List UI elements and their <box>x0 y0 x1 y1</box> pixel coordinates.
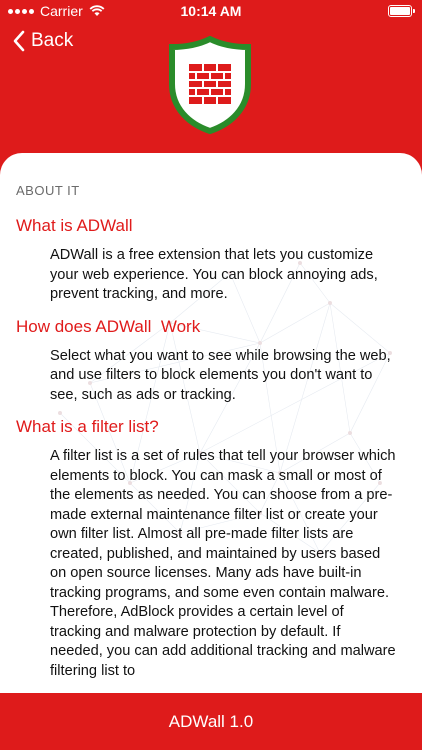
status-time: 10:14 AM <box>180 3 242 19</box>
faq-question-2: How does ADWall Work <box>16 316 201 336</box>
footer-version: ADWall 1.0 <box>168 711 254 731</box>
firewall-shield-icon <box>167 36 253 134</box>
battery-icon <box>388 5 412 17</box>
faq-question-3: What is a filter list? <box>16 417 159 436</box>
status-bar <box>0 0 422 24</box>
chevron-left-icon <box>12 30 25 52</box>
carrier-label: Carrier <box>40 3 83 19</box>
back-label: Back <box>31 30 74 51</box>
faq-answer-1: ADWall is a free extension that lets you customize your web experience. You can block annoying ads, prevent tracking, and more. <box>50 247 378 302</box>
section-header: ABOUT IT <box>16 183 80 198</box>
content-card <box>0 153 422 693</box>
faq-answer-3: A filter list is a set of rules that tell your browser which elements to block. You can mask a small or most of the elements as needed. You can shoose from a pre-made external maintenance filter list or create your own filter list. Almost all pre-made filter lists are created, published, and maintained by users based on open source licenses. Many ads have built-in tracking programs, and some even contain malware. Therefore, AdBlock provides a certain level of tracking and malware protection by default. If needed, you can add additional tracking and malware filtering list to <box>50 448 396 679</box>
faq-content <box>0 153 422 693</box>
back-button[interactable] <box>12 30 73 52</box>
faq-question-1: What is ADWall <box>16 216 133 235</box>
faq-answer-2: Select what you want to see while browsing the web, and use filters to block elements you don't want to see, such as ads or tracking. <box>50 347 391 403</box>
